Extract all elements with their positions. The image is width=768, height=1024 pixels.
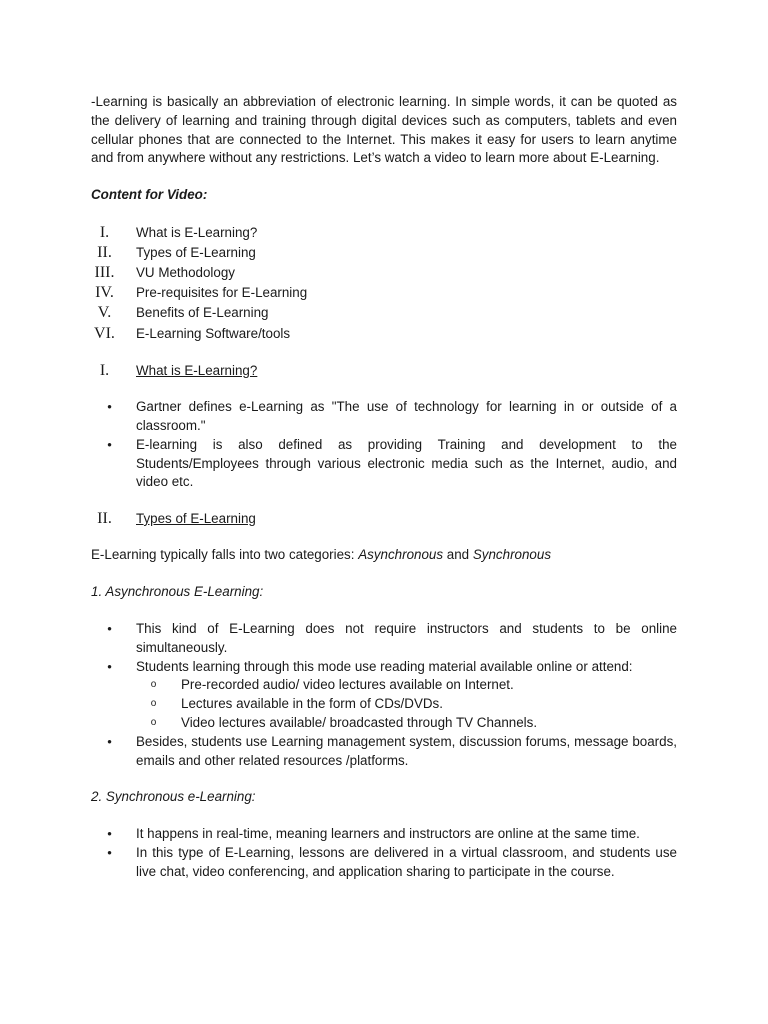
list-item-text: It happens in real-time, meaning learners and instructors are online at the same time. bbox=[136, 826, 640, 842]
section-numeral: II. bbox=[97, 509, 112, 527]
section-title: Types of E-Learning bbox=[136, 510, 256, 526]
toc-item bbox=[91, 243, 677, 263]
sync-bullets bbox=[91, 825, 677, 881]
toc-item bbox=[91, 263, 677, 283]
bullet-icon: • bbox=[107, 845, 112, 861]
bullet-icon: • bbox=[107, 399, 112, 415]
bullet-icon: • bbox=[107, 621, 112, 637]
toc-numeral: II. bbox=[97, 243, 112, 261]
toc-text: Benefits of E-Learning bbox=[136, 305, 269, 321]
intro-text: E-Learning typically falls into two categories: bbox=[91, 547, 359, 563]
toc-numeral: I. bbox=[99, 223, 110, 241]
list-item bbox=[91, 658, 677, 677]
list-item bbox=[91, 436, 677, 492]
section1-heading bbox=[91, 361, 677, 381]
sub-list-item bbox=[91, 676, 677, 695]
toc-numeral: III. bbox=[94, 264, 115, 282]
intro-sync: Synchronous bbox=[472, 547, 552, 563]
list-item bbox=[91, 620, 677, 658]
sub-list-item bbox=[91, 714, 677, 733]
list-item bbox=[91, 733, 677, 771]
toc-item bbox=[91, 324, 677, 344]
list-item-text: Gartner defines e-Learning as "The use of technology for learning in or outside of a classroom." bbox=[136, 399, 677, 434]
toc-item bbox=[91, 284, 677, 304]
async-heading: 1. Asynchronous E-Learning: bbox=[91, 584, 264, 600]
list-item bbox=[91, 844, 677, 882]
sub-list-item-text: Pre-recorded audio/ video lectures available on Internet. bbox=[181, 677, 514, 693]
list-item bbox=[91, 398, 677, 436]
list-item-text: In this type of E-Learning, lessons are delivered in a virtual classroom, and students use live chat, video conferencing, and application sharing to participate in the course. bbox=[136, 845, 677, 879]
circle-bullet-icon: o bbox=[150, 717, 157, 729]
section2-heading bbox=[91, 509, 677, 529]
sub-list-item bbox=[91, 695, 677, 714]
circle-bullet-icon: o bbox=[150, 679, 157, 691]
toc-list bbox=[91, 223, 677, 344]
toc-item bbox=[91, 304, 677, 324]
toc-text: VU Methodology bbox=[136, 265, 235, 281]
toc-numeral: V. bbox=[97, 304, 112, 322]
intro-async: Asynchronous bbox=[358, 547, 444, 563]
section1-bullets bbox=[91, 398, 677, 492]
section2-intro bbox=[91, 546, 677, 565]
bullet-icon: • bbox=[107, 733, 112, 749]
toc-text: E-Learning Software/tools bbox=[136, 325, 291, 341]
content-heading: Content for Video: bbox=[91, 187, 208, 203]
sync-heading: 2. Synchronous e-Learning: bbox=[91, 789, 256, 805]
intro-and: and bbox=[443, 547, 473, 563]
bullet-icon: • bbox=[107, 436, 112, 452]
toc-text: What is E-Learning? bbox=[136, 224, 258, 240]
sub-list-item-text: Lectures available in the form of CDs/DVDs. bbox=[181, 696, 443, 712]
list-item-text: Besides, students use Learning management system, discussion forums, message boards, emails and other related resources /platforms. bbox=[136, 733, 677, 768]
toc-numeral: IV. bbox=[95, 284, 114, 302]
circle-bullet-icon: o bbox=[150, 698, 157, 710]
async-bullets bbox=[91, 620, 677, 770]
toc-numeral: VI. bbox=[94, 324, 115, 342]
sub-list-item-text: Video lectures available/ broadcasted through TV Channels. bbox=[181, 715, 538, 731]
list-item-text: E-learning is also defined as providing Training and development to the Students/Employees through various electronic media such as the Internet, audio, and video etc. bbox=[136, 436, 677, 490]
bullet-icon: • bbox=[107, 658, 112, 674]
toc-text: Pre-requisites for E-Learning bbox=[136, 285, 308, 301]
section-numeral: I. bbox=[99, 361, 110, 379]
intro-paragraph: -Learning is basically an abbreviation of electronic learning. In simple words, it can be quoted as the delivery of learning and training through digital devices such as computers, tablets and even cellular phones that are connected to the Internet. This makes it easy for users to learn anytime and from anywhere without any restrictions. Let’s watch a video to learn more about E-Learning. bbox=[91, 94, 677, 166]
section-title: What is E-Learning? bbox=[136, 362, 258, 378]
toc-text: Types of E-Learning bbox=[136, 244, 256, 260]
document-body bbox=[91, 93, 677, 882]
toc-item bbox=[91, 223, 677, 243]
list-item bbox=[91, 825, 677, 844]
bullet-icon: • bbox=[107, 826, 112, 842]
list-item-text: Students learning through this mode use reading material available online or attend: bbox=[136, 658, 633, 674]
list-item-text: This kind of E-Learning does not require instructors and students to be online simultaneously. bbox=[136, 621, 677, 655]
